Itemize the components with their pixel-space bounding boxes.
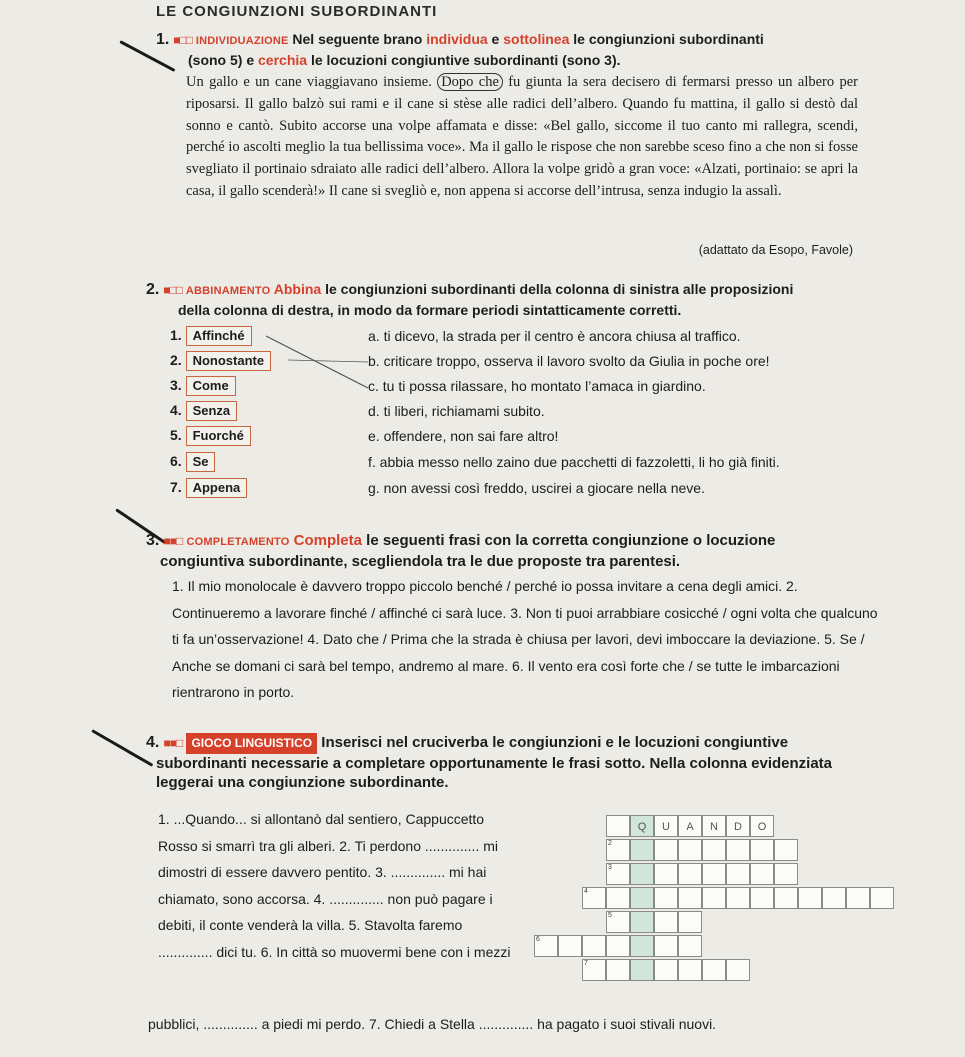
crossword-cell[interactable] <box>678 887 702 909</box>
circled-word: Dopo che <box>437 73 503 91</box>
crossword-cell[interactable] <box>750 863 774 885</box>
crossword-cell[interactable] <box>678 911 702 933</box>
item-number: 4. <box>170 402 186 418</box>
difficulty-icon: ■□□ <box>173 33 192 47</box>
crossword-cell[interactable]: N <box>702 815 726 837</box>
crossword-cell[interactable] <box>558 935 582 957</box>
ex2-right-item: b. criticare troppo, osserva il lavoro svolto da Giulia in poche ore! <box>368 353 770 369</box>
crossword-cell[interactable] <box>678 959 702 981</box>
crossword-cell[interactable] <box>726 863 750 885</box>
crossword-cell[interactable] <box>726 839 750 861</box>
conjunction-box: Come <box>186 376 236 396</box>
crossword-cell[interactable]: A <box>678 815 702 837</box>
ex3-instruction: le seguenti frasi con la corretta congiunzione o locuzione <box>361 532 776 549</box>
ex4-instruction: subordinanti necessarie a completare opportunamente le frasi sotto. Nella colonna evidenziata <box>156 755 833 772</box>
crossword-cell[interactable] <box>870 887 894 909</box>
crossword-cell[interactable] <box>774 839 798 861</box>
crossword-cell[interactable] <box>630 959 654 981</box>
ex3-header <box>146 531 886 571</box>
crossword-cell[interactable]: D <box>726 815 750 837</box>
ex2-instruction: della colonna di destra, in modo da formare periodi sintatticamente corretti. <box>178 302 682 318</box>
clue-number: 6 <box>536 936 540 943</box>
ex3-instruction: congiuntiva subordinante, scegliendola tra le due proposte tra parentesi. <box>160 553 681 570</box>
crossword-cell[interactable] <box>774 863 798 885</box>
difficulty-icon: ■■□ <box>163 736 183 750</box>
ex3-tag: COMPLETAMENTO <box>186 536 290 548</box>
clue-number: 4 <box>584 888 588 895</box>
ex4-last-line: pubblici, .............. a piedi mi perdo. 7. Chiedi a Stella .............. ha pagato i suoi stivali nuovi. <box>148 1016 717 1032</box>
ex1-instruction: Nel seguente brano <box>292 31 427 47</box>
crossword-cell[interactable] <box>630 839 654 861</box>
conjunction-box: Affinché <box>186 326 252 346</box>
keyword-sottolinea: sottolinea <box>503 31 570 47</box>
clue-number: 3 <box>608 864 612 871</box>
clue-number: 2 <box>608 840 612 847</box>
crossword-cell[interactable] <box>630 911 654 933</box>
conjunction-box: Nonostante <box>186 351 272 371</box>
crossword-cell[interactable] <box>678 935 702 957</box>
crossword-cell[interactable] <box>606 935 630 957</box>
item-number: 6. <box>170 453 186 469</box>
conjunction-box: Appena <box>186 478 248 498</box>
crossword-cell[interactable] <box>654 887 678 909</box>
clue-number: 7 <box>584 960 588 967</box>
crossword-cell[interactable] <box>630 935 654 957</box>
crossword-cell[interactable] <box>702 863 726 885</box>
difficulty-icon: ■■□ <box>163 534 183 548</box>
crossword-cell[interactable] <box>654 839 678 861</box>
passage-text: Un gallo e un cane viaggiavano insieme. <box>186 74 438 90</box>
keyword-individua: individua <box>426 31 488 47</box>
ex1-source: (adattato da Esopo, Favole) <box>698 243 853 257</box>
ex2-right-item: f. abbia messo nello zaino due pacchetti di fazzoletti, li ho già finiti. <box>368 454 780 470</box>
ex2-right-item: a. ti dicevo, la strada per il centro è ancora chiusa al traffico. <box>368 328 741 344</box>
ex2-number: 2. <box>146 281 160 298</box>
ex2-right-item: d. ti liberi, richiamami subito. <box>368 403 545 419</box>
crossword-cell[interactable] <box>750 839 774 861</box>
crossword-cell[interactable] <box>678 863 702 885</box>
crossword-cell[interactable] <box>654 935 678 957</box>
crossword-cell[interactable] <box>702 887 726 909</box>
page-title: LE CONGIUNZIONI SUBORDINANTI <box>156 3 438 20</box>
conjunction-box: Fuorché <box>186 426 251 446</box>
crossword-cell[interactable] <box>654 959 678 981</box>
crossword-cell[interactable] <box>726 959 750 981</box>
crossword-cell[interactable] <box>654 911 678 933</box>
clue-number: 5 <box>608 912 612 919</box>
ex2-right-item: e. offendere, non sai fare altro! <box>368 428 559 444</box>
item-number: 2. <box>170 352 186 368</box>
keyword-completa: Completa <box>293 532 362 549</box>
ex1-instruction: le congiunzioni subordinanti <box>569 31 764 47</box>
crossword-cell[interactable] <box>726 887 750 909</box>
crossword-cell[interactable] <box>606 959 630 981</box>
crossword-cell[interactable] <box>774 887 798 909</box>
conjunction-box: Se <box>186 452 216 472</box>
ex3-text: 1. Il mio monolocale è davvero troppo piccolo benché / perché io possa invitare a cena degli amici. 2. Continueremo a lavorare finché / affinché ci sarà luce. 3. Non ti puoi arrabbiare cosicché / ogni volta che qualcuno ti fa un’osservazione! 4. Dato che / Prima che la strada è chiusa per lavori, devi imboccare la deviazione. 5. Se / Anche se domani ci sarà bel tempo, andremo al mare. 6. Il vento era così forte che / se tutte le imbarcazioni rientrarono in porto. <box>172 578 878 700</box>
passage-text: fu giunta la sera decisero di fermarsi presso un albero per riposarsi. Il gallo balzò sui rami e il cane si stèse alle radici dell’albero. Quando fu mattina, il gallo si destò dal sonno e cantò. Subito accorse una volpe affamata e disse: «Bel gallo, siccome il tuo canto mi rallegra, scendi, perché io ascolti meglio la tua bellissima voce». Ma il gallo le rispose che non sarebbe sceso fino a che non si fosse svegliato il portinaio sdraiato alle radici dell’albero. Allora la volpe gridò a gran voce: «Alzati, portinaio: se apri la casa, il gallo scenderà!» Il cane si svegliò e, non appena si accorse dell’intrusa, senza indugio la assalì. <box>186 74 858 199</box>
crossword-cell[interactable] <box>846 887 870 909</box>
ex1-instruction: le locuzioni congiuntive subordinanti (sono 3). <box>307 52 621 68</box>
ex4-instruction: leggerai una congiunzione subordinante. <box>156 774 449 791</box>
conjunction-box: Senza <box>186 401 238 421</box>
crossword-cell[interactable] <box>630 863 654 885</box>
ex4-number: 4. <box>146 734 160 751</box>
crossword-cell[interactable] <box>702 959 726 981</box>
ex4-tag: GIOCO LINGUISTICO <box>186 733 317 754</box>
ex1-instruction: e <box>487 31 504 47</box>
ex4-text: 1. ...Quando... si allontanò dal sentiero, Cappuccetto Rosso si smarrì tra gli alberi. 2. Ti perdono .............. mi dimostri di essere davvero pentito. 3. .............. mi hai chiamato, sono accorsa. 4. .............. non può pagare i debiti, il conte venderà la villa. 5. Stavolta faremo .............. dici tu. 6. In città so muovermi bene con i mezzi <box>158 811 511 960</box>
item-number: 3. <box>170 377 186 393</box>
keyword-cerchia: cerchia <box>258 52 308 68</box>
crossword-cell[interactable] <box>822 887 846 909</box>
crossword-cell[interactable] <box>798 887 822 909</box>
item-number: 7. <box>170 479 186 495</box>
ex2-right-item: g. non avessi così freddo, uscirei a giocare nella neve. <box>368 480 705 496</box>
keyword-abbina: Abbina <box>273 281 322 297</box>
ex1-instruction: (sono 5) e <box>188 52 259 68</box>
item-number: 5. <box>170 427 186 443</box>
ex2-tag: ABBINAMENTO <box>185 285 271 297</box>
crossword-cell[interactable] <box>678 839 702 861</box>
ex2-instruction: le congiunzioni subordinanti della colonna di sinistra alle proposizioni <box>321 281 794 297</box>
crossword-cell[interactable] <box>654 863 678 885</box>
ex1-number: 1. <box>156 31 170 48</box>
crossword-cell[interactable] <box>750 887 774 909</box>
crossword-cell[interactable] <box>630 887 654 909</box>
ex2-right-item: c. tu ti possa rilassare, ho montato l’amaca in giardino. <box>368 378 706 394</box>
ex3-number: 3. <box>146 532 160 549</box>
crossword-cell[interactable]: U <box>654 815 678 837</box>
crossword-cell[interactable]: Q <box>630 815 654 837</box>
crossword-cell[interactable] <box>582 935 606 957</box>
item-number: 1. <box>170 327 186 343</box>
crossword-cell[interactable] <box>702 839 726 861</box>
crossword-cell[interactable]: O <box>750 815 774 837</box>
ex4-header <box>146 733 886 792</box>
difficulty-icon: ■□□ <box>163 283 182 297</box>
crossword-cell[interactable] <box>606 887 630 909</box>
match-line <box>288 360 368 362</box>
crossword-cell[interactable] <box>606 815 630 837</box>
ex1-tag: INDIVIDUAZIONE <box>195 35 289 47</box>
ex4-instruction: Inserisci nel cruciverba le congiunzioni e le locuzioni congiuntive <box>321 734 789 751</box>
